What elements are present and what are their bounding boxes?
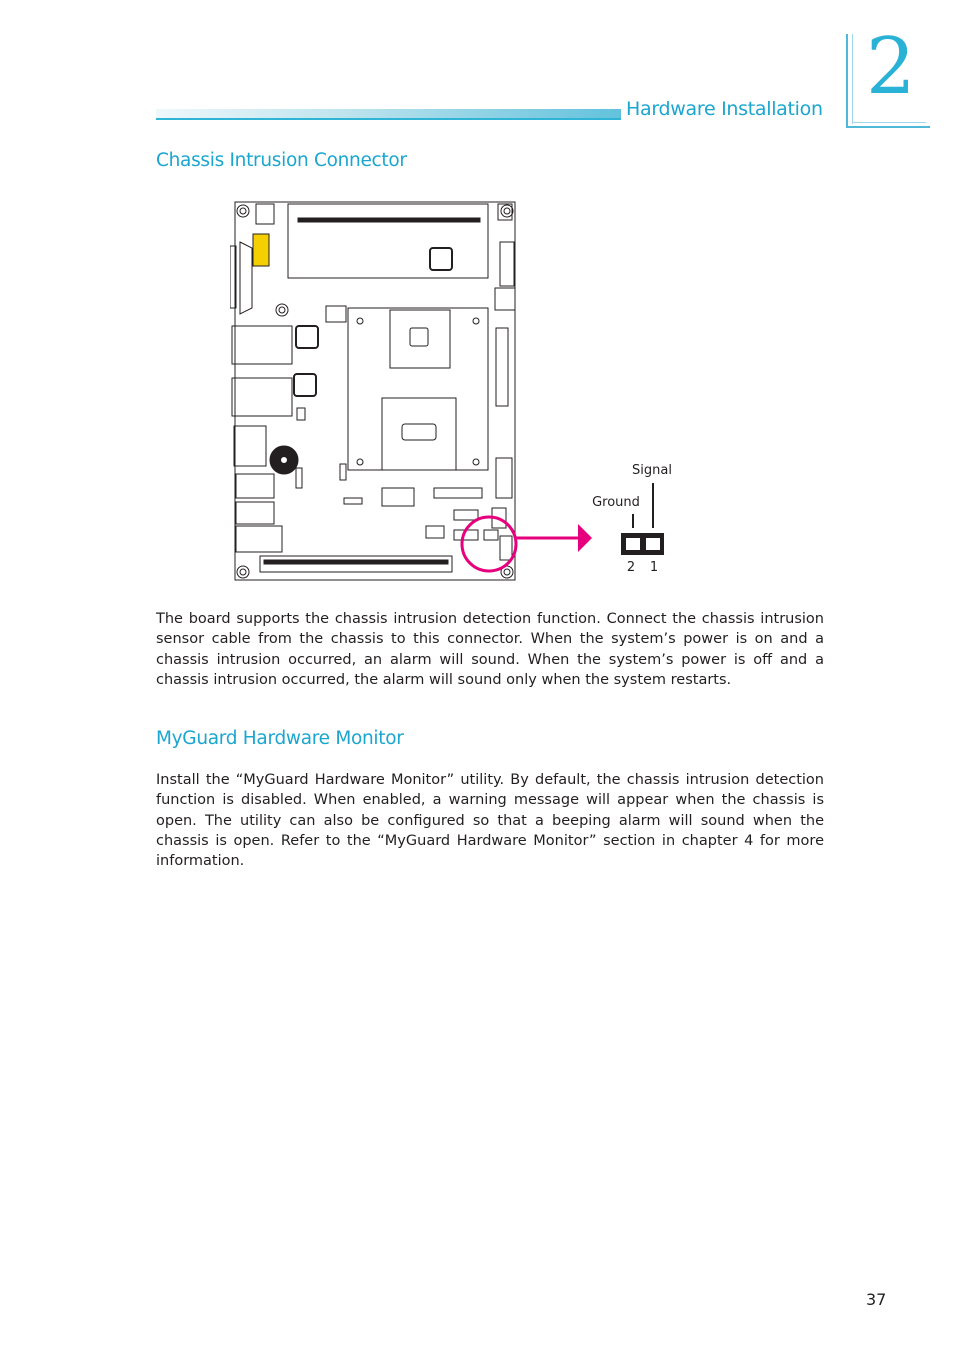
lan-port-1 bbox=[232, 326, 292, 364]
myguard-paragraph: Install the “MyGuard Hardware Monitor” utility. By default, the chassis intrusion detection function is disabled. When enabled, a warning message will appear when the chassis is open. The utility can also be configured so that a beeping alarm will sound when the chassis is open. Refer to the “MyGuard Hardware Monitor” section in chapter 4 for more information. bbox=[156, 772, 824, 870]
chassis-intrusion-paragraph: The board supports the chassis intrusion detection function. Connect the chassis intrusion sensor cable from the chassis to this connector. When the system’s power is on and a chassis intrusion occurred, an alarm will sound. When the system’s power is off and a chassis intrusion occurred, the alarm will sound only when the system restarts. bbox=[156, 611, 824, 688]
lan-port-2 bbox=[232, 378, 292, 416]
chapter-number: 2 bbox=[866, 22, 916, 112]
header-rule bbox=[156, 118, 621, 120]
header-section-title: Hardware Installation bbox=[626, 98, 823, 120]
myguard-heading: MyGuard Hardware Monitor bbox=[156, 728, 404, 749]
chassis-intrusion-heading: Chassis Intrusion Connector bbox=[156, 150, 407, 171]
page-number: 37 bbox=[866, 1290, 887, 1309]
chassis-intrusion-connector bbox=[621, 483, 664, 555]
sodimm-slot bbox=[288, 204, 488, 278]
motherboard-diagram bbox=[230, 196, 680, 586]
cpu-area bbox=[348, 308, 488, 470]
ground-label: Ground bbox=[592, 495, 640, 510]
signal-label: Signal bbox=[632, 463, 672, 478]
chapter-badge bbox=[846, 22, 930, 128]
pin-1-label: 1 bbox=[649, 560, 659, 575]
connector-highlight-circle bbox=[462, 517, 516, 571]
yellow-pin-header bbox=[253, 234, 269, 266]
pin-2-label: 2 bbox=[626, 560, 636, 575]
